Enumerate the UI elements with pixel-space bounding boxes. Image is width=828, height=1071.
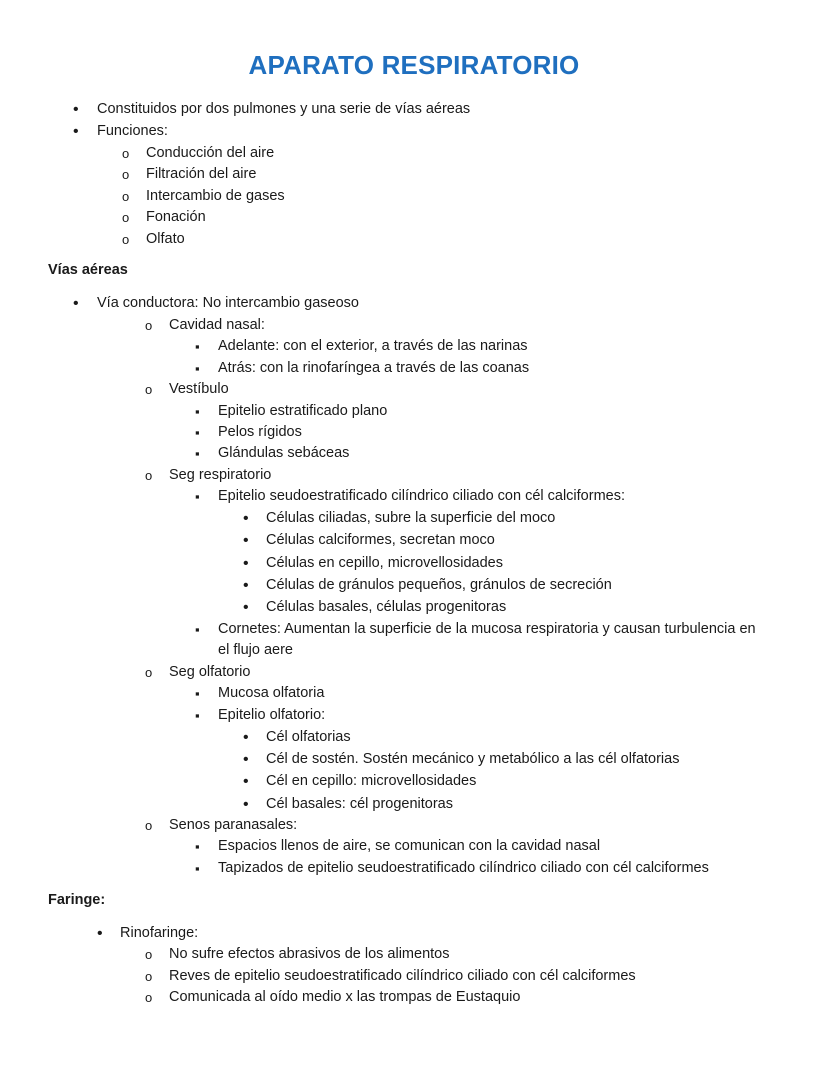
list-item: Filtración del aire — [146, 166, 257, 182]
list-item: No sufre efectos abrasivos de los alimentos — [169, 946, 450, 962]
list-item: Conducción del aire — [146, 145, 275, 161]
bullet-disc-icon — [73, 293, 79, 314]
bullet-circle-icon — [122, 186, 129, 207]
bullet-square-icon — [195, 705, 200, 726]
bullet-circle-icon — [145, 966, 152, 987]
bullet-disc-icon — [243, 727, 249, 748]
list-item: Constituidos por dos pulmones y una serie de vías aéreas — [97, 101, 471, 117]
list-item: Adelante: con el exterior, a través de las narinas — [218, 338, 528, 354]
list-item: Cél en cepillo: microvellosidades — [266, 773, 477, 789]
list-item: Olfato — [146, 231, 185, 247]
bullet-circle-icon — [145, 465, 152, 486]
bullet-square-icon — [195, 443, 200, 464]
list-item: Pelos rígidos — [218, 424, 302, 440]
list-item: Senos paranasales: — [169, 817, 298, 833]
bullet-disc-icon — [73, 121, 79, 142]
list-item: Cél basales: cél progenitoras — [266, 796, 453, 812]
list-item: Rinofaringe: — [120, 925, 199, 941]
list-item: Cél de sostén. Sostén mecánico y metabólico a las cél olfatorias — [266, 751, 680, 767]
bullet-square-icon — [195, 858, 200, 879]
list-item: Epitelio seudoestratificado cilíndrico ciliado con cél calciformes: — [218, 488, 625, 504]
bullet-disc-icon — [243, 508, 249, 529]
list-item: Atrás: con la rinofaríngea a través de las coanas — [218, 360, 530, 376]
bullet-square-icon — [195, 401, 200, 422]
bullet-disc-icon — [73, 99, 79, 120]
section-heading-vias-aereas: Vías aéreas — [48, 262, 128, 278]
bullet-circle-icon — [145, 662, 152, 683]
list-item: Células ciliadas, subre la superficie del moco — [266, 510, 556, 526]
list-item: Epitelio estratificado plano — [218, 403, 388, 419]
list-item: Reves de epitelio seudoestratificado cilíndrico ciliado con cél calciformes — [169, 968, 636, 984]
bullet-circle-icon — [145, 944, 152, 965]
bullet-disc-icon — [97, 923, 103, 944]
bullet-disc-icon — [243, 597, 249, 618]
bullet-circle-icon — [145, 815, 152, 836]
list-item: Tapizados de epitelio seudoestratificado cilíndrico ciliado con cél calciformes — [218, 860, 709, 876]
bullet-circle-icon — [122, 164, 129, 185]
bullet-square-icon — [195, 336, 200, 357]
bullet-circle-icon — [145, 315, 152, 336]
list-item: Cavidad nasal: — [169, 317, 265, 333]
bullet-square-icon — [195, 683, 200, 704]
document-title: APARATO RESPIRATORIO — [248, 50, 580, 80]
bullet-circle-icon — [122, 143, 129, 164]
list-item: Vestíbulo — [169, 381, 229, 397]
section-heading-faringe: Faringe: — [48, 892, 106, 908]
list-item: Seg olfatorio — [169, 664, 251, 680]
list-item: Cornetes: Aumentan la superficie de la mucosa respiratoria y causan turbulencia en — [218, 621, 756, 637]
list-item: Intercambio de gases — [146, 188, 285, 204]
bullet-circle-icon — [145, 987, 152, 1008]
bullet-square-icon — [195, 836, 200, 857]
list-item: Células de gránulos pequeños, gránulos de secreción — [266, 577, 612, 593]
list-item: Mucosa olfatoria — [218, 685, 325, 701]
bullet-disc-icon — [243, 575, 249, 596]
list-item: Células en cepillo, microvellosidades — [266, 555, 503, 571]
list-item: Seg respiratorio — [169, 467, 272, 483]
bullet-square-icon — [195, 486, 200, 507]
list-item: Células calciformes, secretan moco — [266, 532, 495, 548]
list-item: Espacios llenos de aire, se comunican con la cavidad nasal — [218, 838, 601, 854]
list-item: Glándulas sebáceas — [218, 445, 350, 461]
list-item-continuation: el flujo aere — [218, 642, 293, 658]
bullet-circle-icon — [122, 207, 129, 228]
bullet-disc-icon — [243, 794, 249, 815]
bullet-disc-icon — [243, 771, 249, 792]
bullet-disc-icon — [243, 553, 249, 574]
list-item: Cél olfatorias — [266, 729, 351, 745]
list-item: Comunicada al oído medio x las trompas de Eustaquio — [169, 989, 521, 1005]
bullet-disc-icon — [243, 749, 249, 770]
list-item: Funciones: — [97, 123, 168, 139]
list-item: Células basales, células progenitoras — [266, 599, 507, 615]
list-item: Epitelio olfatorio: — [218, 707, 326, 723]
bullet-circle-icon — [145, 379, 152, 400]
list-item: Vía conductora: No intercambio gaseoso — [97, 295, 359, 311]
bullet-circle-icon — [122, 229, 129, 250]
bullet-square-icon — [195, 358, 200, 379]
list-item: Fonación — [146, 209, 206, 225]
bullet-disc-icon — [243, 530, 249, 551]
bullet-square-icon — [195, 422, 200, 443]
bullet-square-icon — [195, 619, 200, 640]
